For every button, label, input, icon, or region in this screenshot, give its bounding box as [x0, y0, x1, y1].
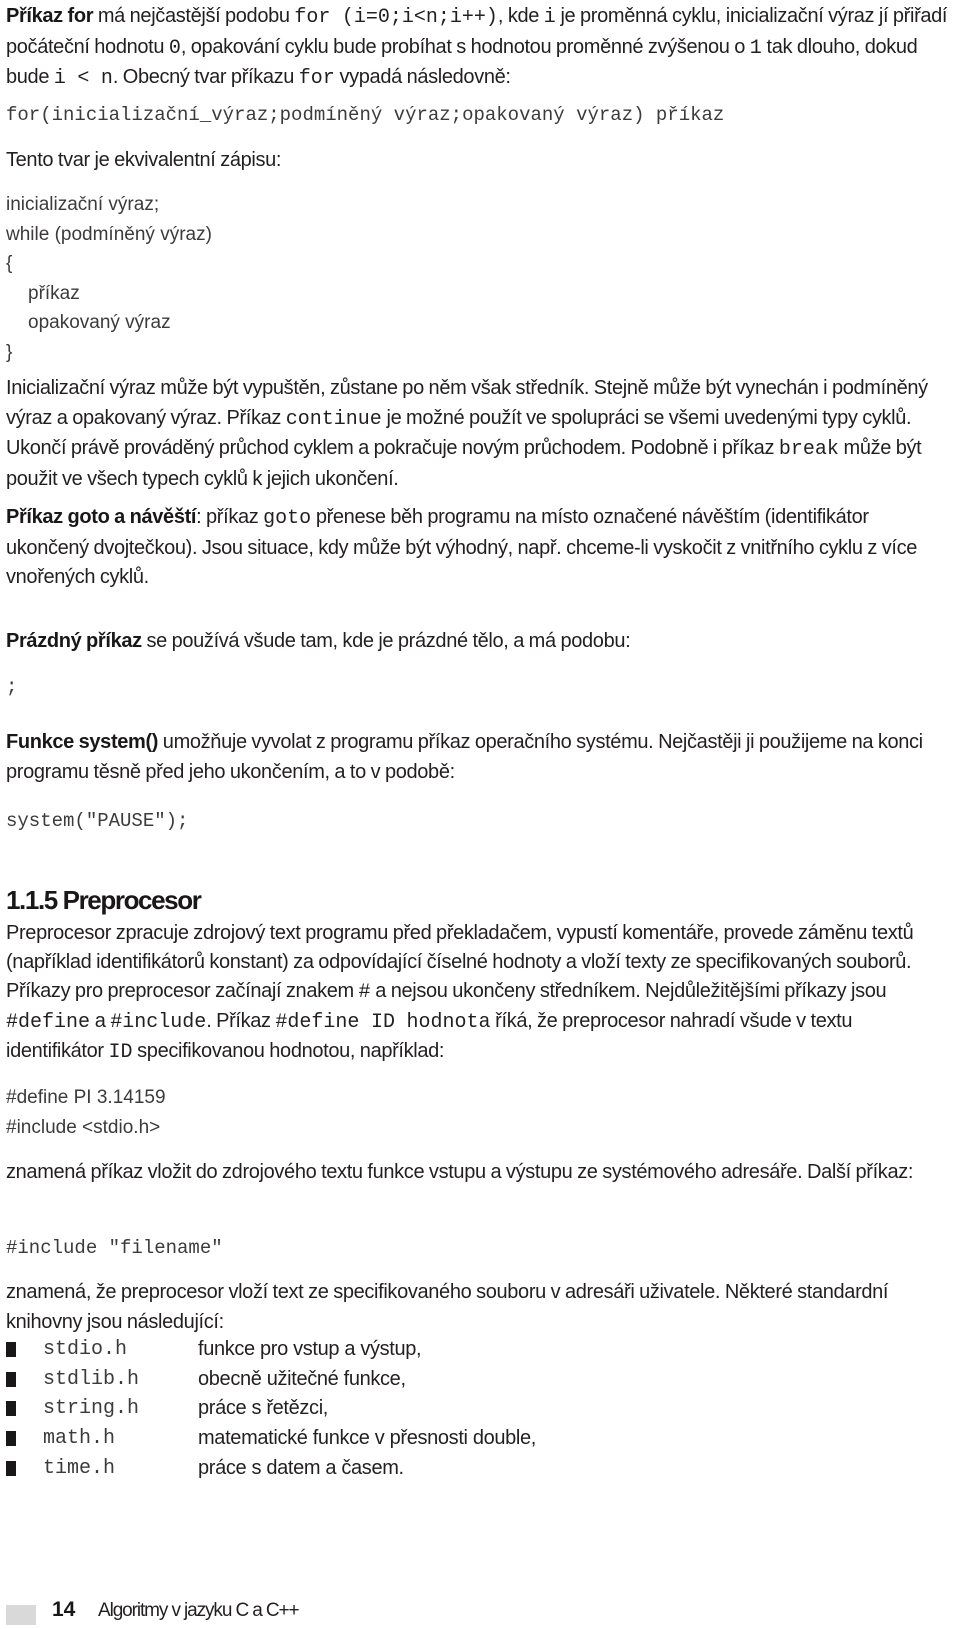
list-item [6, 1424, 706, 1454]
library-file: time.h [43, 1456, 116, 1480]
bullet-square-icon [6, 1372, 16, 1387]
list-item [6, 1365, 706, 1395]
paragraph-preprocessor: Preprocesor zpracuje zdrojový text programu před překladačem, vypustí komentáře, provede záměnu textů (například identifikátorů konstant) za odpovídající číselné hodnoty a vloží texty ze specifikovaných souborů. Příkazy pro preprocesor začínají znakem # a nejsou ukončeny středníkem. Nejdůležitějšími příkazy jsou #define a #include. Příkaz #define ID hodnota říká, že preprocesor nahradí všude v textu identifikátor ID specifikovanou hodnotou, například: [6, 922, 914, 1064]
inline-code: break [778, 438, 839, 461]
paragraph-for-statement: Příkaz for má nejčastější podobu for (i=0;i<n;i++), kde i je proměnná cyklu, inicializační výraz jí přiřadí počáteční hodnotu 0, opakování cyklu bude probíhat s hodnotou proměnné zvýšenou o 1 tak dlouho, dokud bude i < n. Obecný tvar příkazu for vypadá následovně: [6, 5, 948, 90]
section-heading: 1.1.5 Preprocesor [6, 885, 201, 915]
inline-code: for [298, 67, 335, 90]
page-footer [0, 1595, 960, 1625]
library-description: obecně užitečné funkce, [198, 1367, 406, 1390]
inline-code: goto [263, 507, 312, 530]
paragraph-equivalent: Tento tvar je ekvivalentní zápisu: [6, 149, 282, 171]
library-file: stdio.h [43, 1338, 128, 1361]
inline-code: for (i=0;i<n;i++) [294, 6, 498, 29]
paragraph-goto: Příkaz goto a návěští: příkaz goto přenese běh programu na místo označené návěštím (identifikátor ukončený dvojtečkou). Jsou situace, kdy může být výhodný, např. chceme-li vyskočit z vnitřního cyklu z více vnořených cyklů. [6, 506, 918, 588]
bullet-square-icon [6, 1431, 16, 1446]
code-for-syntax: for(inicializační_výraz;podmíněný výraz;opakovaný výraz) příkaz [6, 104, 725, 126]
inline-code: ID [108, 1041, 133, 1064]
code-line: #include <stdio.h> [6, 1116, 161, 1138]
code-line: příkaz [28, 282, 80, 304]
page-number: 14 [52, 1598, 76, 1621]
library-file: math.h [43, 1427, 116, 1451]
bullet-square-icon [6, 1401, 16, 1416]
paragraph-empty-statement: Prázdný příkaz se používá všude tam, kde je prázdné tělo, a má podobu: [6, 630, 631, 652]
list-item [6, 1335, 706, 1365]
paragraph-standard-libraries: znamená, že preprocesor vloží text ze specifikovaného souboru v adresáři uživatele. Některé standardní knihovny jsou následující: [6, 1281, 889, 1333]
inline-code: i [543, 6, 556, 29]
inline-code: continue [285, 407, 382, 431]
library-description: matematické funkce v přesnosti double, [198, 1427, 536, 1450]
code-line: inicializační výraz; [6, 194, 160, 215]
library-list [6, 1335, 706, 1483]
code-system-pause: system("PAUSE"); [6, 810, 189, 832]
library-file: stdlib.h [43, 1367, 140, 1391]
inline-code: #define ID hodnota [275, 1011, 491, 1034]
code-line: while (podmíněný výraz) [6, 223, 212, 245]
inline-code: #include [110, 1011, 207, 1034]
term-goto: Příkaz goto a návěští [6, 506, 197, 528]
bullet-square-icon [6, 1342, 16, 1357]
term-system: Funkce system() [6, 731, 159, 753]
code-line: { [6, 253, 13, 274]
code-while-equivalent [6, 190, 212, 367]
footer-gray-box [6, 1605, 36, 1625]
code-empty-statement: ; [6, 676, 18, 698]
code-line: #define PI 3.14159 [6, 1087, 166, 1108]
library-description: práce s řetězci, [198, 1397, 329, 1420]
code-include-filename: #include "filename" [6, 1237, 223, 1259]
code-line: opakovaný výraz [28, 312, 171, 333]
code-define-include [6, 1083, 166, 1142]
inline-code: 1 [749, 36, 762, 60]
inline-code: #define [6, 1011, 91, 1034]
term-for: Příkaz for [6, 5, 94, 27]
code-line: } [6, 341, 13, 363]
paragraph-continue-break: Inicializační výraz může být vypuštěn, zůstane po něm však středník. Stejně může být vynechán i podmíněný výraz a opakovaný výraz. Příkaz continue je možné použít ve spolupráci se všemi uvedenými typy cyklů. Ukončí právě prováděný průchod cyklem a pokračuje novým průchodem. Podobně i příkaz break může být použit ve všech typech cyklů k jejich ukončení. [6, 377, 928, 490]
inline-code: i < n [53, 67, 113, 90]
paragraph-system: Funkce system() umožňuje vyvolat z programu příkaz operačního systému. Nejčastěji ji použijeme na konci programu těsně před jeho ukončením, a to v podobě: [6, 731, 923, 783]
library-file: string.h [43, 1397, 140, 1421]
library-description: funkce pro vstup a výstup, [198, 1338, 422, 1360]
list-item [6, 1394, 706, 1424]
term-empty-statement: Prázdný příkaz [6, 630, 142, 652]
library-description: práce s datem a časem. [198, 1456, 404, 1479]
paragraph-include-meaning: znamená příkaz vložit do zdrojového textu funkce vstupu a výstupu ze systémového adresáře. Další příkaz: [6, 1161, 914, 1183]
list-item [6, 1454, 706, 1484]
book-title: Algoritmy v jazyku C a C++ [98, 1600, 299, 1621]
bullet-square-icon [6, 1461, 16, 1476]
inline-code: 0 [168, 36, 181, 60]
inline-code: # [358, 981, 371, 1004]
